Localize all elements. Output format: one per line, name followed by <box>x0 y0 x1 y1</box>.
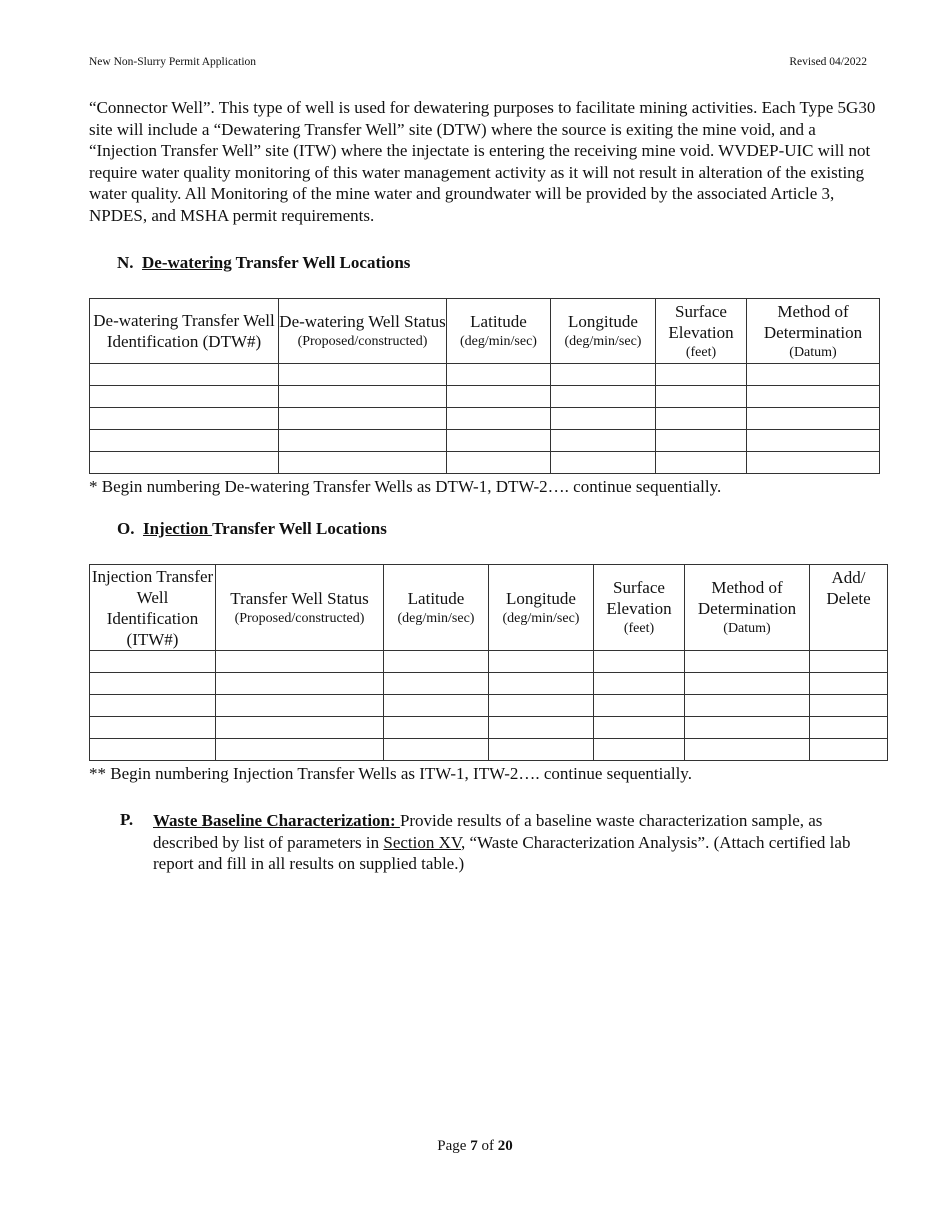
injection-wells-table <box>89 564 888 761</box>
footer-page-number: 7 <box>470 1138 478 1154</box>
table-row <box>90 452 880 474</box>
table-cell[interactable] <box>685 717 810 739</box>
itw-col-add-delete: Add/ Delete <box>810 565 888 651</box>
table-cell[interactable] <box>656 452 747 474</box>
table-cell[interactable] <box>489 673 594 695</box>
table-cell[interactable] <box>216 695 384 717</box>
table-cell[interactable] <box>594 717 685 739</box>
table-cell[interactable] <box>489 717 594 739</box>
table-cell[interactable] <box>216 673 384 695</box>
table-cell[interactable] <box>216 717 384 739</box>
table-cell[interactable] <box>551 408 656 430</box>
table-cell[interactable] <box>90 364 279 386</box>
table-cell[interactable] <box>447 408 551 430</box>
section-o-title-underlined: Injection <box>142 519 213 538</box>
section-n-title <box>117 253 410 273</box>
table-cell[interactable] <box>810 695 888 717</box>
table-row <box>90 430 880 452</box>
table-cell[interactable] <box>90 651 216 673</box>
footer-of: of <box>477 1138 498 1154</box>
table-cell[interactable] <box>384 651 489 673</box>
table-cell[interactable] <box>810 651 888 673</box>
table-cell[interactable] <box>810 717 888 739</box>
dewatering-wells-table <box>89 298 880 474</box>
table-row <box>90 739 888 761</box>
table-cell[interactable] <box>384 739 489 761</box>
section-o-title-rest: Transfer Well Locations <box>212 519 387 538</box>
table-cell[interactable] <box>279 430 447 452</box>
table-cell[interactable] <box>810 673 888 695</box>
table-cell[interactable] <box>551 386 656 408</box>
table-cell[interactable] <box>90 386 279 408</box>
table-cell[interactable] <box>90 430 279 452</box>
table-cell[interactable] <box>447 452 551 474</box>
table-cell[interactable] <box>551 430 656 452</box>
table-cell[interactable] <box>747 386 880 408</box>
table-cell[interactable] <box>279 452 447 474</box>
table-row <box>90 364 880 386</box>
table-row <box>90 695 888 717</box>
dewatering-note: * Begin numbering De-watering Transfer Wells as DTW-1, DTW-2…. continue sequentially. <box>89 477 722 496</box>
table-cell[interactable] <box>447 364 551 386</box>
table-cell[interactable] <box>656 408 747 430</box>
table-row <box>90 651 888 673</box>
table-cell[interactable] <box>685 695 810 717</box>
table-cell[interactable] <box>747 364 880 386</box>
table-cell[interactable] <box>685 739 810 761</box>
table-cell[interactable] <box>384 695 489 717</box>
table-cell[interactable] <box>489 739 594 761</box>
section-o-title <box>117 519 387 539</box>
section-o-letter: O. <box>117 519 135 538</box>
dtw-col-status: De-watering Well Status (Proposed/constructed) <box>279 299 447 364</box>
table-cell[interactable] <box>447 430 551 452</box>
section-n-title-rest: Transfer Well Locations <box>231 253 411 272</box>
table-cell[interactable] <box>384 673 489 695</box>
itw-col-id: Injection Transfer Well Identification (ITW#) <box>90 565 216 651</box>
table-cell[interactable] <box>489 651 594 673</box>
table-cell[interactable] <box>594 651 685 673</box>
section-p-text-2: , “Waste Characterization Analysis”. (Attach certified lab report and fill in all results on supplied table.) <box>153 832 851 873</box>
section-xv-link[interactable]: Section XV <box>383 832 461 852</box>
table-cell[interactable] <box>810 739 888 761</box>
table-cell[interactable] <box>90 408 279 430</box>
footer-page-total: 20 <box>497 1138 513 1154</box>
injection-table-header <box>90 565 888 651</box>
dtw-col-elevation: Surface Elevation (feet) <box>656 299 747 364</box>
section-n-letter: N. <box>117 253 134 272</box>
table-cell[interactable] <box>551 452 656 474</box>
intro-paragraph: “Connector Well”. This type of well is used for dewatering purposes to facilitate mining activities. Each Type 5G30 site will include a “Dewatering Transfer Well” site (DTW) where the source is exiting the mine void, and a “Injection Transfer Well” site (ITW) where the injectate is entering the receiving mine void. WVDEP-UIC will not require water quality monitoring of this water management activity as it will not result in alteration of the existing water quality. All Monitoring of the mine water and groundwater will be provided by the associated Article 3, NPDES, and MSHA permit requirements. <box>89 98 876 225</box>
table-row <box>90 717 888 739</box>
table-cell[interactable] <box>279 408 447 430</box>
dewatering-table-header <box>90 299 880 364</box>
dtw-col-method: Method of Determination (Datum) <box>747 299 880 364</box>
table-row <box>90 673 888 695</box>
section-n-title-underlined: De-watering <box>142 253 232 272</box>
table-row <box>90 386 880 408</box>
table-cell[interactable] <box>685 651 810 673</box>
header-right: Revised 04/2022 <box>789 56 867 68</box>
itw-col-elevation: Surface Elevation (feet) <box>594 565 685 651</box>
table-cell[interactable] <box>747 452 880 474</box>
itw-col-method: Method of Determination (Datum) <box>685 565 810 651</box>
section-p-paragraph <box>153 810 873 875</box>
dtw-col-longitude: Longitude (deg/min/sec) <box>551 299 656 364</box>
itw-col-longitude: Longitude (deg/min/sec) <box>489 565 594 651</box>
table-cell[interactable] <box>551 364 656 386</box>
table-cell[interactable] <box>90 452 279 474</box>
table-cell[interactable] <box>279 386 447 408</box>
table-row <box>90 408 880 430</box>
table-cell[interactable] <box>90 695 216 717</box>
page-footer <box>0 1138 950 1155</box>
section-p-title: Waste Baseline Characterization: <box>153 811 400 830</box>
table-cell[interactable] <box>489 695 594 717</box>
section-p-letter: P. <box>120 810 134 829</box>
table-cell[interactable] <box>216 651 384 673</box>
dtw-col-id: De-watering Transfer Well Identification (DTW#) <box>90 299 279 364</box>
table-cell[interactable] <box>656 386 747 408</box>
table-cell[interactable] <box>685 673 810 695</box>
itw-col-latitude: Latitude (deg/min/sec) <box>384 565 489 651</box>
table-cell[interactable] <box>90 673 216 695</box>
table-cell[interactable] <box>279 364 447 386</box>
table-cell[interactable] <box>216 739 384 761</box>
table-cell[interactable] <box>747 408 880 430</box>
table-cell[interactable] <box>747 430 880 452</box>
table-cell[interactable] <box>594 739 685 761</box>
table-cell[interactable] <box>594 673 685 695</box>
table-cell[interactable] <box>90 717 216 739</box>
table-cell[interactable] <box>90 739 216 761</box>
dtw-col-latitude: Latitude (deg/min/sec) <box>447 299 551 364</box>
table-cell[interactable] <box>447 386 551 408</box>
itw-col-status: Transfer Well Status (Proposed/constructed) <box>216 565 384 651</box>
table-cell[interactable] <box>656 430 747 452</box>
footer-prefix: Page <box>437 1138 471 1154</box>
table-cell[interactable] <box>384 717 489 739</box>
table-cell[interactable] <box>594 695 685 717</box>
section-p-text-1: Provide results of a baseline waste characterization sample, as described by list of parameters in <box>153 811 823 852</box>
header-left: New Non-Slurry Permit Application <box>89 56 257 68</box>
injection-note: ** Begin numbering Injection Transfer Wells as ITW-1, ITW-2…. continue sequentially. <box>89 764 692 783</box>
table-cell[interactable] <box>656 364 747 386</box>
